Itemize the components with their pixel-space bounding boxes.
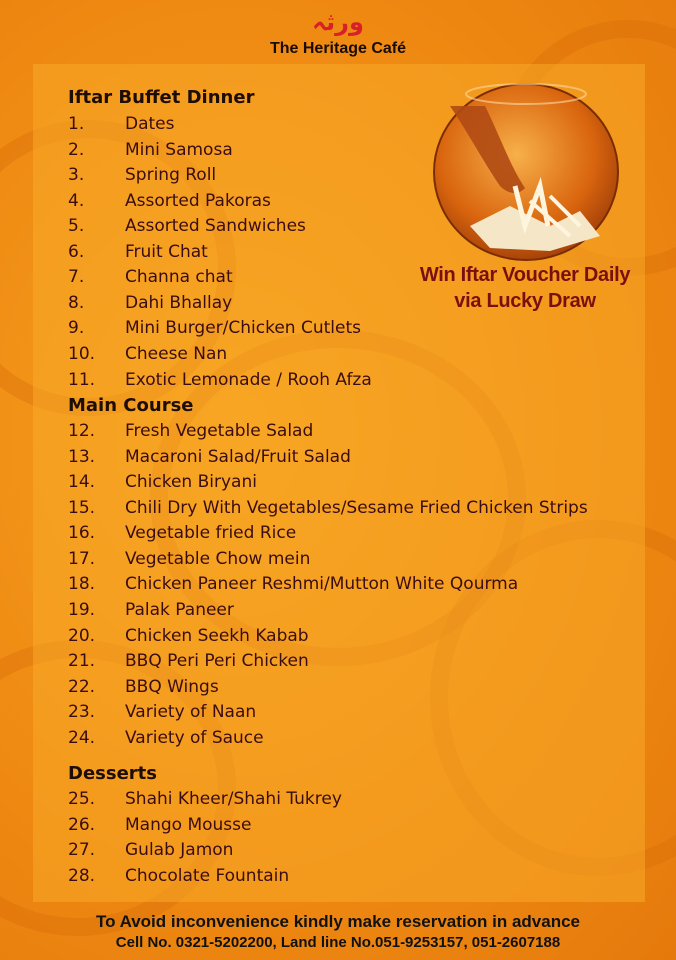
item-number: 21. — [68, 651, 96, 671]
item-number: 1. — [68, 114, 85, 134]
item-number: 8. — [68, 293, 85, 313]
item-number: 25. — [68, 789, 96, 809]
item-name: Mini Samosa — [125, 140, 233, 160]
item-number: 9. — [68, 318, 85, 338]
item-name: Variety of Naan — [125, 702, 257, 722]
item-name: Variety of Sauce — [125, 728, 264, 748]
item-name: BBQ Wings — [125, 677, 219, 697]
section-heading-desserts: Desserts — [68, 763, 157, 784]
item-number: 27. — [68, 840, 96, 860]
item-name: BBQ Peri Peri Chicken — [125, 651, 309, 671]
item-name: Shahi Kheer/Shahi Tukrey — [125, 789, 342, 809]
item-number: 20. — [68, 626, 96, 646]
reservation-notice: To Avoid inconvenience kindly make reservation in advance — [95, 912, 581, 931]
header — [0, 0, 676, 64]
logo-text: ورثہ — [312, 8, 364, 36]
item-name: Mango Mousse — [125, 815, 252, 835]
lucky-draw-bowl-image — [430, 76, 622, 262]
item-number: 10. — [68, 344, 96, 364]
contact-numbers: Cell No. 0321-5202200, Land line No.051-9253157, 051-2607188 — [115, 934, 561, 951]
item-number: 2. — [68, 140, 85, 160]
item-name: Chicken Biryani — [125, 472, 257, 492]
cafe-name: The Heritage Café — [269, 40, 407, 57]
item-number: 18. — [68, 574, 96, 594]
item-number: 6. — [68, 242, 85, 262]
item-name: Spring Roll — [125, 165, 217, 185]
item-number: 4. — [68, 191, 85, 211]
item-name: Macaroni Salad/Fruit Salad — [125, 447, 351, 467]
item-name: Dates — [125, 114, 175, 134]
item-number: 15. — [68, 498, 96, 518]
item-name: Mini Burger/Chicken Cutlets — [125, 318, 361, 338]
item-name: Palak Paneer — [125, 600, 234, 620]
item-name: Exotic Lemonade / Rooh Afza — [125, 370, 372, 390]
item-name: Cheese Nan — [125, 344, 228, 364]
item-number: 22. — [68, 677, 96, 697]
item-name: Gulab Jamon — [125, 840, 234, 860]
item-number: 12. — [68, 421, 96, 441]
item-name: Fruit Chat — [125, 242, 208, 262]
item-name: Chocolate Fountain — [125, 866, 290, 886]
item-name: Vegetable Chow mein — [125, 549, 311, 569]
heritage-cafe-logo — [306, 6, 370, 36]
section-heading-main-course: Main Course — [68, 395, 194, 416]
item-number: 19. — [68, 600, 96, 620]
item-number: 24. — [68, 728, 96, 748]
lucky-draw-promo — [380, 262, 670, 314]
item-name: Channa chat — [125, 267, 233, 287]
item-name: Dahi Bhallay — [125, 293, 233, 313]
item-name: Chicken Seekh Kabab — [125, 626, 309, 646]
item-name: Assorted Pakoras — [125, 191, 271, 211]
section-heading-iftar-buffet: Iftar Buffet Dinner — [68, 87, 255, 108]
promo-line-2: via Lucky Draw — [454, 290, 596, 312]
item-name: Assorted Sandwiches — [125, 216, 306, 236]
item-number: 14. — [68, 472, 96, 492]
item-number: 11. — [68, 370, 96, 390]
item-name: Chili Dry With Vegetables/Sesame Fried Chicken Strips — [125, 498, 588, 518]
item-number: 13. — [68, 447, 96, 467]
item-number: 7. — [68, 267, 85, 287]
item-number: 5. — [68, 216, 85, 236]
item-number: 16. — [68, 523, 96, 543]
item-number: 26. — [68, 815, 96, 835]
item-number: 3. — [68, 165, 85, 185]
item-name: Vegetable fried Rice — [125, 523, 297, 543]
promo-line-1: Win Iftar Voucher Daily — [419, 264, 631, 286]
item-number: 28. — [68, 866, 96, 886]
item-number: 23. — [68, 702, 96, 722]
item-name: Fresh Vegetable Salad — [125, 421, 314, 441]
item-name: Chicken Paneer Reshmi/Mutton White Qourma — [125, 574, 519, 594]
item-number: 17. — [68, 549, 96, 569]
